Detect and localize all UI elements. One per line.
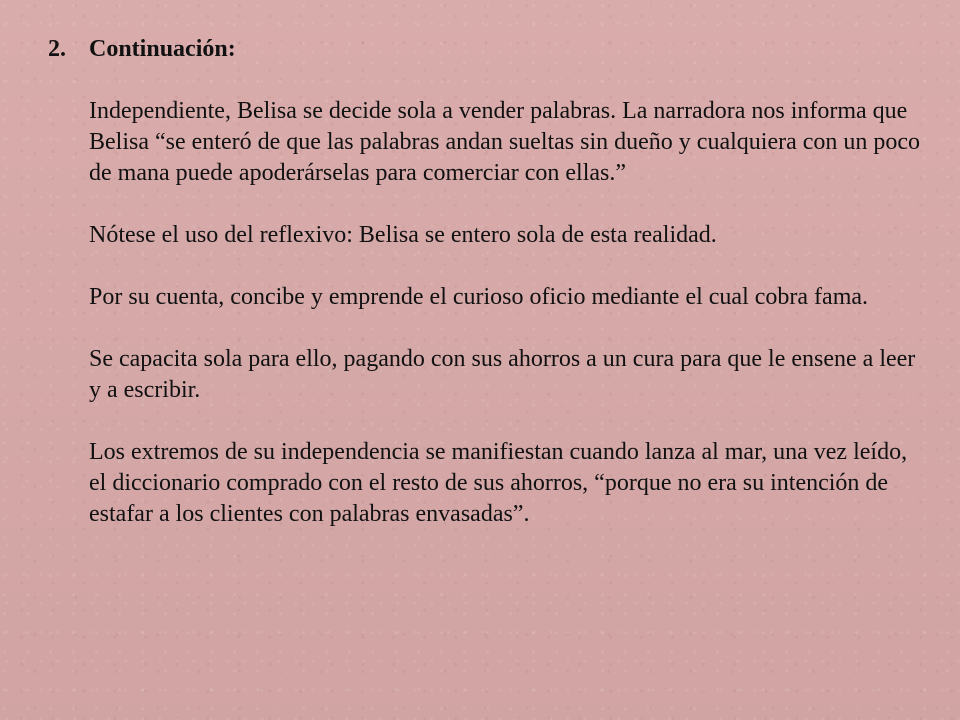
slide-content — [48, 34, 928, 530]
section-heading — [48, 34, 928, 65]
paragraph-trade: Por su cuenta, concibe y emprende el curioso oficio mediante el cual cobra fama. — [89, 284, 869, 310]
heading-title: Continuación: — [89, 36, 236, 62]
item-number: 2. — [48, 36, 66, 62]
slide-body — [89, 96, 928, 530]
paragraph-intro: Independiente, Belisa se decide sola a vender palabras. La narradora nos informa que Belisa “se enteró de que las palabras andan sueltas sin dueño y cualquiera con un poco de mana puede apoderárselas para comerciar con ellas.” — [89, 98, 921, 186]
paragraph-independence: Los extremos de su independencia se manifiestan cuando lanza al mar, una vez leído, el diccionario comprado con el resto de sus ahorros, “porque no era su intención de estafar a los clientes con palabras envasadas”. — [89, 439, 908, 527]
paragraph-reflexive-note: Nótese el uso del reflexivo: Belisa se entero sola de esta realidad. — [89, 222, 717, 248]
paragraph-learning: Se capacita sola para ello, pagando con sus ahorros a un cura para que le ensene a leer y a escribir. — [89, 346, 916, 403]
